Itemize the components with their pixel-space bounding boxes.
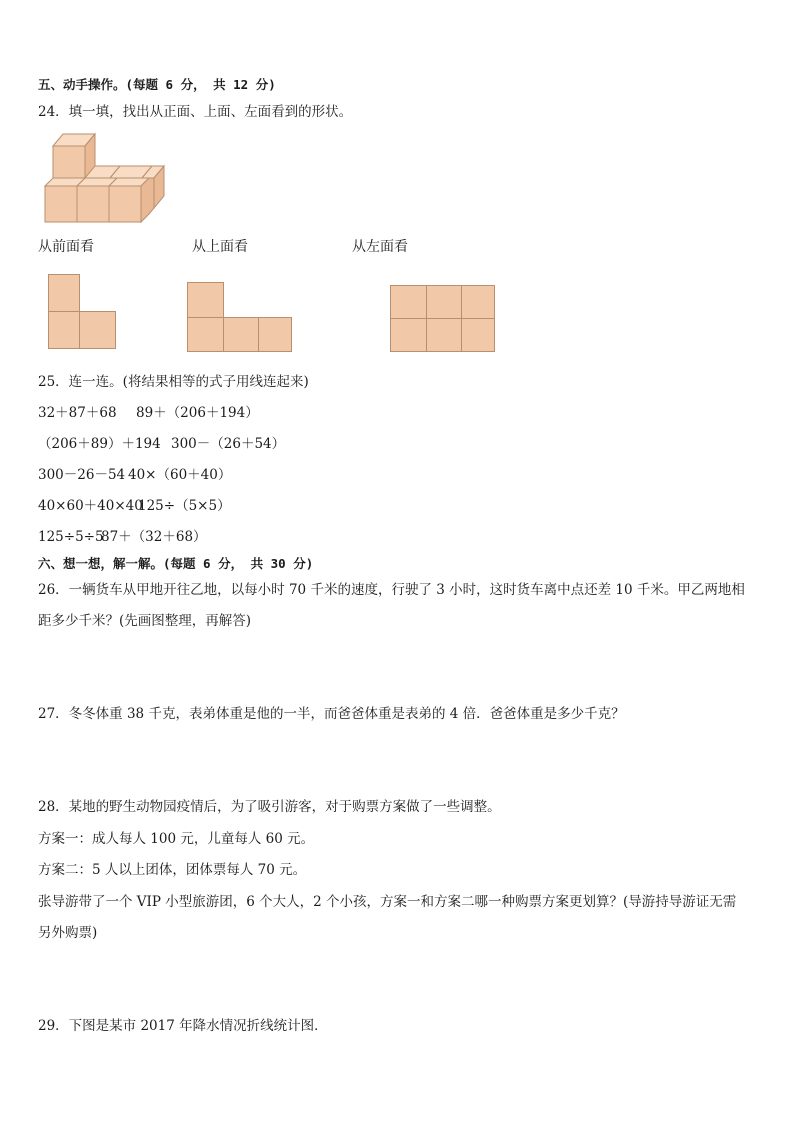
cube-stack-figure	[38, 128, 178, 228]
question-28-plan-1: 方案一：成人每人 100 元，儿童每人 60 元。	[38, 831, 315, 847]
expression-right: 40×（60＋40）	[128, 467, 232, 483]
question-27-text: 27．冬冬体重 38 千克，表弟体重是他的一半，而爸爸体重是表弟的 4 倍．爸爸体重是多少千克？	[38, 706, 625, 722]
left-view-square	[390, 318, 427, 352]
left-view-square	[426, 285, 462, 319]
question-28-question-line-1: 张导游带了一个 VIP 小型旅游团，6 个大人，2 个小孩，方案一和方案二哪一种购票方案更划算？(导游持导游证无需	[38, 894, 737, 910]
left-view-square	[461, 318, 495, 352]
question-24-text: 24．填一填，找出从正面、上面、左面看到的形状。	[38, 104, 353, 120]
front-view-square	[79, 311, 116, 349]
front-view-label: 从前面看	[38, 239, 94, 255]
top-view-square	[187, 282, 224, 318]
left-view-label: 从左面看	[352, 239, 408, 255]
top-view-label: 从上面看	[192, 239, 248, 255]
question-28-plan-2: 方案二：5 人以上团体，团体票每人 70 元。	[38, 862, 307, 878]
question-26-line-1: 26．一辆货车从甲地开往乙地，以每小时 70 千米的速度，行驶了 3 小时，这时货车离中点还差 10 千米。甲乙两地相	[38, 582, 745, 598]
section-6-heading: 六、想一想，解一解。(每题 6 分， 共 30 分)	[38, 556, 314, 571]
section-5-heading: 五、动手操作。(每题 6 分， 共 12 分)	[38, 77, 276, 92]
top-view-square	[223, 317, 259, 352]
left-view-square	[426, 318, 462, 352]
expression-left: 125÷5÷5	[38, 529, 104, 545]
question-28-text: 28．某地的野生动物园疫情后，为了吸引游客，对于购票方案做了一些调整。	[38, 799, 501, 815]
expression-left: 300－26－54	[38, 467, 126, 483]
expression-right: 89＋（206＋194）	[136, 405, 259, 421]
front-view-square	[48, 274, 80, 312]
expression-right: 87＋（32＋68）	[101, 529, 207, 545]
expression-left: （206＋89）＋194	[38, 436, 161, 452]
top-view-square	[187, 317, 224, 352]
left-view-square	[461, 285, 495, 319]
question-28-question-line-2: 另外购票)	[38, 925, 98, 941]
left-view-square	[390, 285, 427, 319]
front-view-square	[48, 311, 80, 349]
top-view-square	[258, 317, 292, 352]
expression-right: 300－（26＋54）	[171, 436, 286, 452]
question-25-text: 25．连一连。(将结果相等的式子用线连起来)	[38, 374, 309, 390]
question-26-line-2: 距多少千米？(先画图整理，再解答)	[38, 613, 252, 629]
expression-right: 125÷（5×5）	[138, 498, 231, 514]
question-29-text: 29．下图是某市 2017 年降水情况折线统计图．	[38, 1018, 328, 1034]
expression-left: 40×60＋40×40	[38, 498, 143, 514]
expression-left: 32＋87＋68	[38, 405, 117, 421]
